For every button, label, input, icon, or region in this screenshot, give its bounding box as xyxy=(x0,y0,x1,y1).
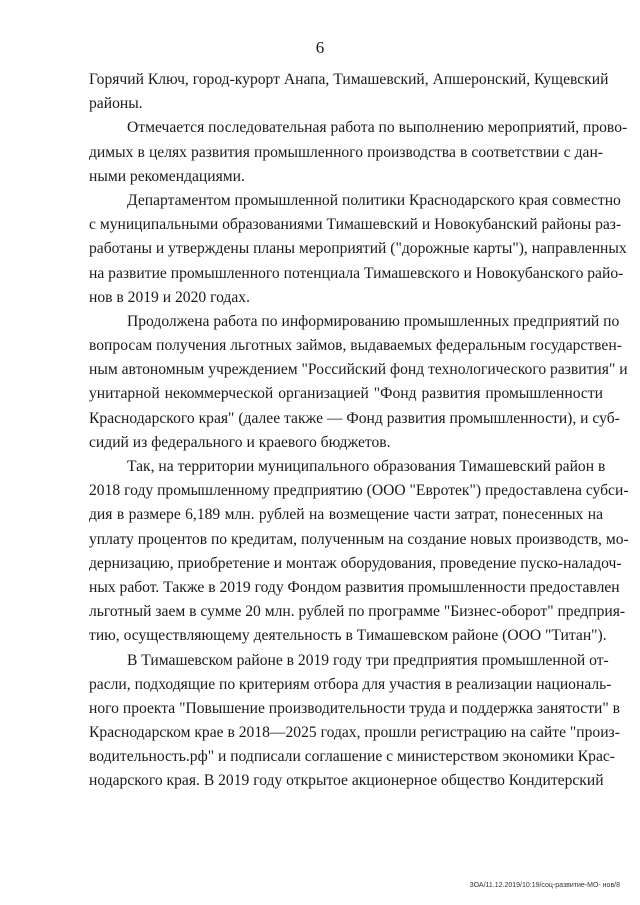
document-footer: ЗОА/11.12.2019/10:19/соц-развитие-МО- нов/8 xyxy=(469,882,620,889)
text-line: Так, на территории муниципального образования Тимашевский район в xyxy=(127,458,606,475)
text-line: уплату процентов по кредитам, полученным на создание новых производств, мо- xyxy=(89,530,629,548)
paragraph xyxy=(89,116,628,189)
text-line: расли, подходящие по критериям отбора для участия в реализации националь- xyxy=(89,675,612,693)
text-line: ными рекомендациями. xyxy=(89,167,245,185)
text-line: тию, осуществляющему деятельность в Тимашевском районе (ООО "Титан"). xyxy=(89,627,607,645)
text-line: Продолжена работа по информированию промышленных предприятий по xyxy=(127,312,620,330)
text-line: на развитие промышленного потенциала Тимашевского и Новокубанского райо- xyxy=(89,264,624,282)
text-line: 2018 году промышленному предприятию (ООО "Евротек") предоставлена субси- xyxy=(89,482,629,500)
text-line: Департаментом промышленной политики Краснодарского края совместно xyxy=(127,191,621,209)
paragraph xyxy=(89,68,609,116)
text-line: ного проекта "Повышение производительности труда и поддержка занятости" в xyxy=(89,699,620,717)
text-line: нов в 2019 и 2020 годах. xyxy=(89,288,250,306)
text-line: Отмечается последовательная работа по выполнению мероприятий, прово- xyxy=(127,119,628,137)
text-line: районы. xyxy=(89,95,143,113)
text-line: с муниципальными образованиями Тимашевский и Новокубанский районы раз- xyxy=(89,216,622,234)
text-line: сидий из федерального и краевого бюджетов. xyxy=(89,433,391,451)
text-line: вопросам получения льготных займов, выдаваемых федеральным государствен- xyxy=(89,337,622,355)
text-line: льготный заем в сумме 20 млн. рублей по программе "Бизнес-оборот" предприя- xyxy=(89,603,626,621)
paragraph xyxy=(89,310,628,455)
text-line: Краснодарского края" (далее также — Фонд развития промышленности), и суб- xyxy=(89,409,620,427)
paragraph xyxy=(89,649,620,794)
text-line: ным автономным учреждением "Российский фонд технологического развития" и xyxy=(89,361,628,379)
text-line: димых в целях развития промышленного производства в соответствии с дан- xyxy=(89,143,603,161)
text-line: ных работ. Также в 2019 году Фондом развития промышленности предоставлен xyxy=(89,578,620,596)
text-line: дия в размере 6,189 млн. рублей на возмещение части затрат, понесенных на xyxy=(89,506,603,524)
text-line: унитарной некоммерческой организацией "Фонд развития промышленности xyxy=(89,385,603,403)
text-line: дернизацию, приобретение и монтаж оборудования, проведение пуско-наладоч- xyxy=(89,554,622,572)
document-body xyxy=(89,68,629,794)
text-line: работаны и утверждены планы мероприятий ("дорожные карты"), направленных xyxy=(89,240,627,258)
text-line: Горячий Ключ, город-курорт Анапа, Тимашевский, Апшеронский, Кущевский xyxy=(89,71,609,88)
text-line: водительность.рф" и подписали соглашение с министерством экономики Крас- xyxy=(89,748,615,766)
page-number: 6 xyxy=(315,38,325,57)
text-line: В Тимашевском районе в 2019 году три предприятия промышленной от- xyxy=(127,651,609,669)
text-line: Краснодарском крае в 2018—2025 годах, прошли регистрацию на сайте "произ- xyxy=(89,724,620,742)
paragraph xyxy=(89,189,627,310)
paragraph xyxy=(89,455,629,649)
text-line: нодарского края. В 2019 году открытое акционерное общество Кондитерский xyxy=(89,772,604,790)
